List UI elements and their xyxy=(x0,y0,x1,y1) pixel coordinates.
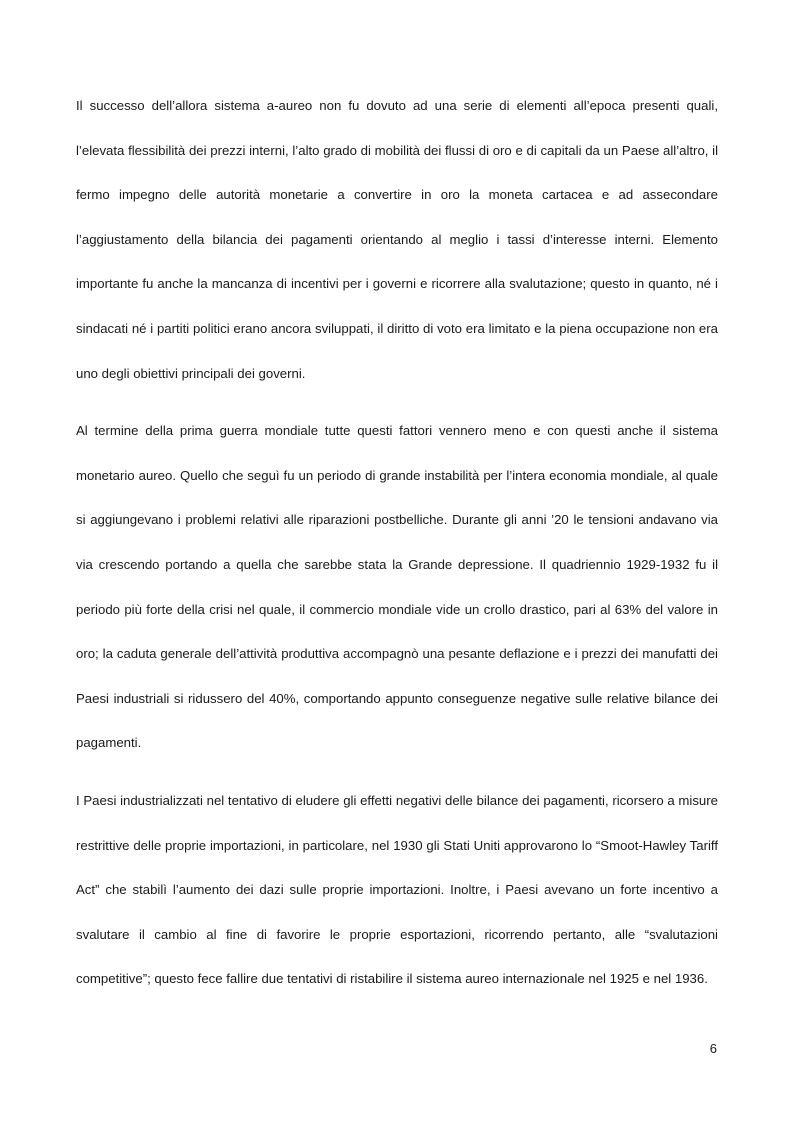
page-number: 6 xyxy=(709,1041,717,1056)
paragraph-protectionism: I Paesi industrializzati nel tentativo di eludere gli effetti negativi delle bilance dei pagamenti, ricorsero a misure restrittive delle proprie importazioni, in particolare, nel 1930 gli Stati Uniti approvarono lo “Smoot-Hawley Tariff Act” che stabilì l’aumento dei dazi sulle proprie importazioni. Inoltre, i Paesi avevano un forte incentivo a svalutare il cambio al fine di favorire le proprie esportazioni, ricorrendo pertanto, alle “svalutazioni competitive”; questo fece fallire due tentativi di ristabilire il sistema aureo internazionale nel 1925 e nel 1936. xyxy=(76,792,718,987)
paragraph-gold-standard-success: Il successo dell’allora sistema a-aureo non fu dovuto ad una serie di elementi all’epoca presenti quali, l’elevata flessibilità dei prezzi interni, l’alto grado di mobilità dei flussi di oro e di capitali da un Paese all’altro, il fermo impegno delle autorità monetarie a convertire in oro la moneta cartacea e ad assecondare l’aggiustamento della bilancia dei pagamenti orientando al meglio i tassi d’interesse interni. Elemento importante fu anche la mancanza di incentivi per i governi e ricorrere alla svalutazione; questo in quanto, né i sindacati né i partiti politici erano ancora sviluppati, il diritto di voto era limitato e la piena occupazione non era uno degli obiettivi principali dei governi. xyxy=(76,98,718,381)
paragraph-post-war-instability: Al termine della prima guerra mondiale tutte questi fattori vennero meno e con questi anche il sistema monetario aureo. Quello che seguì fu un periodo di grande instabilità per l’intera economia mondiale, al quale si aggiungevano i problemi relativi alle riparazioni postbelliche. Durante gli anni ’20 le tensioni andavano via via crescendo portando a quella che sarebbe stata la Grande depressione. Il quadriennio 1929-1932 fu il periodo più forte della crisi nel quale, il commercio mondiale vide un crollo drastico, pari al 63% del valore in oro; la caduta generale dell’attività produttiva accompagnò una pesante deflazione e i prezzi dei manufatti dei Paesi industriali si ridussero del 40%, comportando appunto conseguenze negative sulle relative bilance dei pagamenti. xyxy=(76,423,718,751)
document-body xyxy=(76,84,718,1002)
